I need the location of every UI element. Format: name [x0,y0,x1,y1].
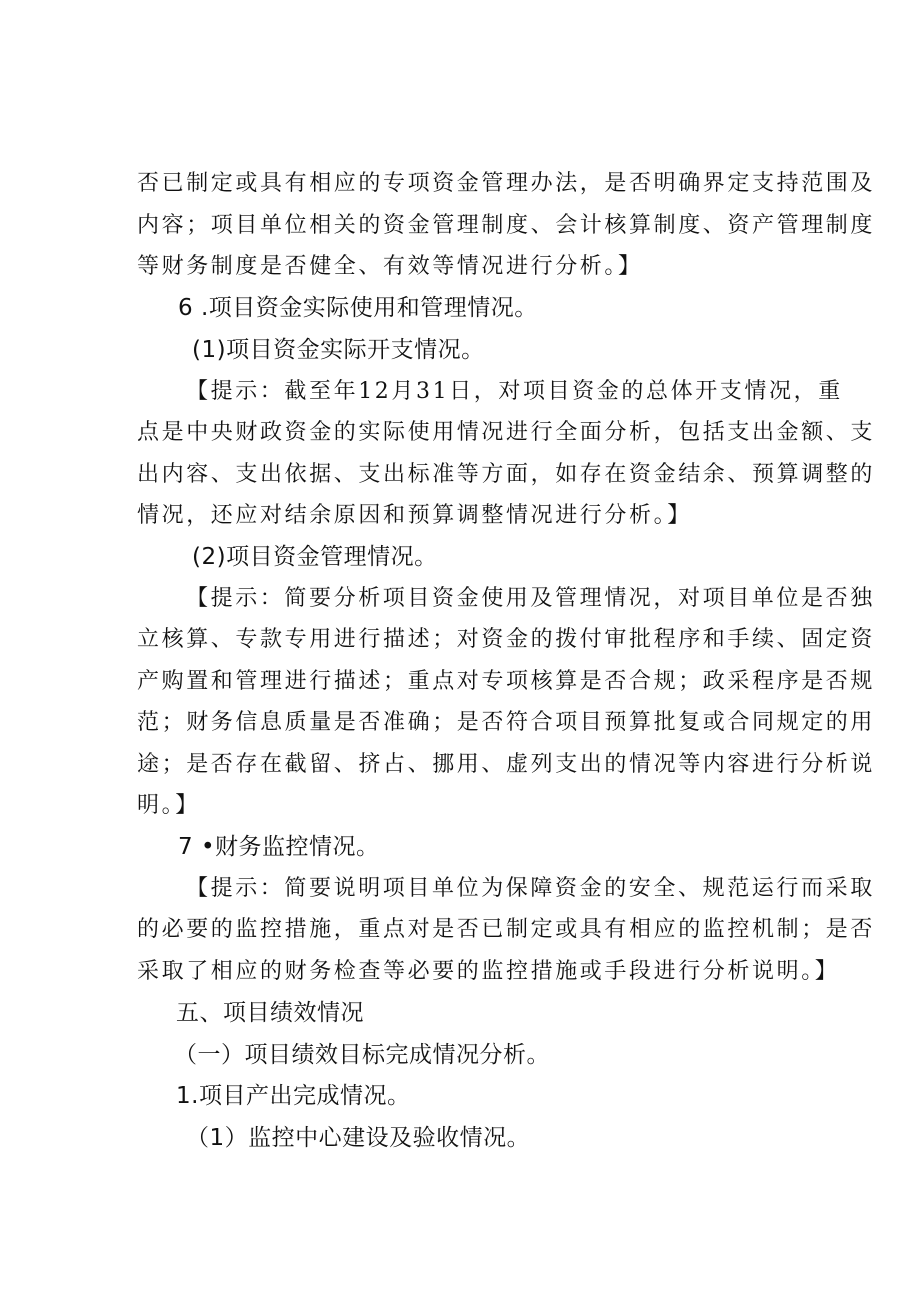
section-heading: 1.项目产出完成情况。 [176,1083,411,1109]
paragraph-line: 等财务制度是否健全、有效等情况进行分析。】 [137,254,643,279]
paragraph-line: 情况，还应对结余原因和预算调整情况进行分析。】 [137,503,692,528]
paragraph-line: 产购置和管理进行描述；重点对专项核算是否合规；政采程序是否规 [137,669,876,694]
paragraph-line: 立核算、专款专用进行描述；对资金的拨付审批程序和手续、固定资 [137,627,876,652]
paragraph-line: 【提示：截至年12月31日，对项目资金的总体开支情况，重 [186,379,843,404]
paragraph-line: 【提示：简要分析项目资金使用及管理情况，对项目单位是否独 [186,586,875,611]
paragraph-line: 范；财务信息质量是否准确；是否符合项目预算批复或合同规定的用 [137,710,876,735]
paragraph-line: 内容；项目单位相关的资金管理制度、会计核算制度、资产管理制度 [137,213,876,238]
paragraph-line: 采取了相应的财务检查等必要的监控措施或手段进行分析说明。】 [137,959,840,984]
sub-heading: (1)项目资金实际开支情况。 [192,337,485,363]
section-heading: 6 .项目资金实际使用和管理情况。 [178,295,538,321]
paragraph-line: 点是中央财政资金的实际使用情况进行全面分析，包括支出金额、支 [137,420,876,445]
paragraph-line: 出内容、支出依据、支出标准等方面，如存在资金结余、预算调整的 [137,462,876,487]
section-heading: （一）项目绩效目标完成情况分析。 [174,1042,550,1068]
paragraph-line: 否已制定或具有相应的专项资金管理办法，是否明确界定支持范围及 [137,171,876,196]
paragraph-line: 的必要的监控措施，重点对是否已制定或具有相应的监控机制；是否 [137,917,876,942]
section-heading: 7 •财务监控情况。 [178,834,380,860]
paragraph-line: 途；是否存在截留、挤占、挪用、虚列支出的情况等内容进行分析说 [137,752,876,777]
sub-heading: （1）监控中心建设及验收情况。 [186,1125,531,1151]
chapter-heading: 五、项目绩效情况 [176,1000,364,1026]
paragraph-line: 【提示：简要说明项目单位为保障资金的安全、规范运行而采取 [186,876,875,901]
sub-heading: (2)项目资金管理情况。 [192,544,438,570]
paragraph-line: 明。】 [137,793,200,818]
